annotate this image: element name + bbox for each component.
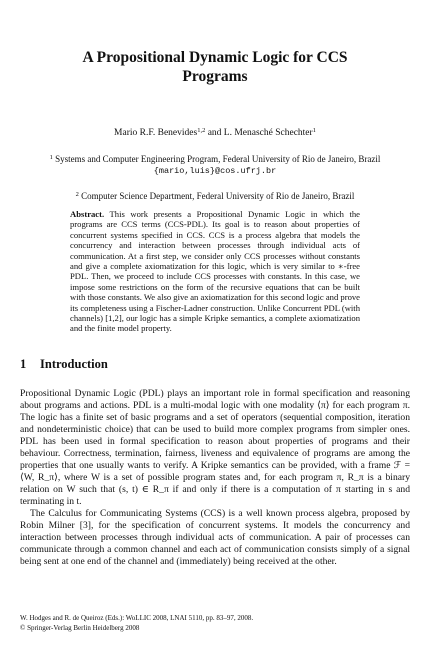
- author-2-affiliation-mark: 1: [312, 127, 316, 134]
- section-number: 1: [20, 357, 27, 371]
- author-conjunction: and: [207, 128, 222, 138]
- affiliation-1-mark: 1: [49, 154, 53, 161]
- abstract-text: This work presents a Propositional Dynamic Logic in which the programs are CCS terms (CCS-PDL). Its goal is to reason about properties of concurrent systems specified in CCS. CCS is a process algebra that models the concurrency and interaction between processes through individual acts of communication. At a first step, we consider only CCS processes without constants and give a complete axiomatization for this logic, which is very similar to ∗-free PDL. Then, we proceed to include CCS processes with constants. In this case, we impose some restrictions on the form of the recursive equations that can be built with those constants. We also give an axiomatization for this second logic and prove its completeness using a Fischer-Ladner construction. Unlike Concurrent PDL (with channels) [1,2], our logic has a simple Kripke semantics, a complete axiomatization and the finite model property.: [70, 209, 360, 334]
- author-1: Mario R.F. Benevides: [114, 128, 198, 138]
- body-text: [20, 388, 410, 568]
- author-1-affiliation-mark: 1,2: [197, 127, 206, 134]
- affiliation-1-email: {mario,luis}@cos.ufrj.br: [153, 166, 277, 176]
- affiliation-2-text: Computer Science Department, Federal University of Rio de Janeiro, Brazil: [81, 191, 355, 201]
- section-heading: [20, 357, 108, 372]
- affiliation-2: [30, 190, 400, 202]
- footer-citation: W. Hodges and R. de Queiroz (Eds.): WoLLIC 2008, LNAI 5110, pp. 83–97, 2008.: [20, 614, 254, 622]
- paper-title: [40, 48, 390, 86]
- affiliation-1-text: Systems and Computer Engineering Program, Federal University of Rio de Janeiro, Brazil: [55, 154, 381, 164]
- author-list: [20, 127, 410, 139]
- title-line-1: A Propositional Dynamic Logic for CCS: [82, 49, 348, 66]
- title-line-2: Programs: [182, 68, 248, 85]
- paragraph-2: The Calculus for Communicating Systems (CCS) is a well known process algebra, proposed by Robin Milner [3], for the specification of concurrent systems. It models the concurrency and interaction between processes through individual acts of communication. A pair of processes can communicate through a common channel and each act of communication consists simply of a signal being sent at one end of the channel and (immediately) being received at the other.: [20, 508, 410, 567]
- paragraph-1: Propositional Dynamic Logic (PDL) plays an important role in formal specification and reasoning about programs and actions. PDL is a multi-modal logic with one modality ⟨π⟩ for each program π. The logic has a finite set of basic programs and a set of operators (sequential composition, iteration and nondeterministic choice) that can be used to build more complex programs from simpler ones. PDL has been used in formal specification to reason about properties of programs and their behaviour. Correctness, termination, fairness, liveness and equivalence of programs are among the properties that one usually wants to verify. A Kripke semantics can be provided, with a frame ℱ = ⟨W, R_π⟩, where W is a set of possible program states and, for each program π, R_π is a binary relation on W such that (s, t) ∈ R_π if and only if there is a computation of π starting in s and terminating in t.: [20, 388, 410, 507]
- affiliation-1: [30, 153, 400, 177]
- affiliation-2-mark: 2: [75, 191, 79, 198]
- abstract: [70, 209, 360, 334]
- page-footer: [20, 614, 410, 633]
- section-title: Introduction: [40, 357, 108, 371]
- footer-copyright: © Springer-Verlag Berlin Heidelberg 2008: [20, 623, 140, 632]
- author-2: L. Menasché Schechter: [223, 128, 313, 138]
- abstract-label: Abstract.: [70, 209, 105, 219]
